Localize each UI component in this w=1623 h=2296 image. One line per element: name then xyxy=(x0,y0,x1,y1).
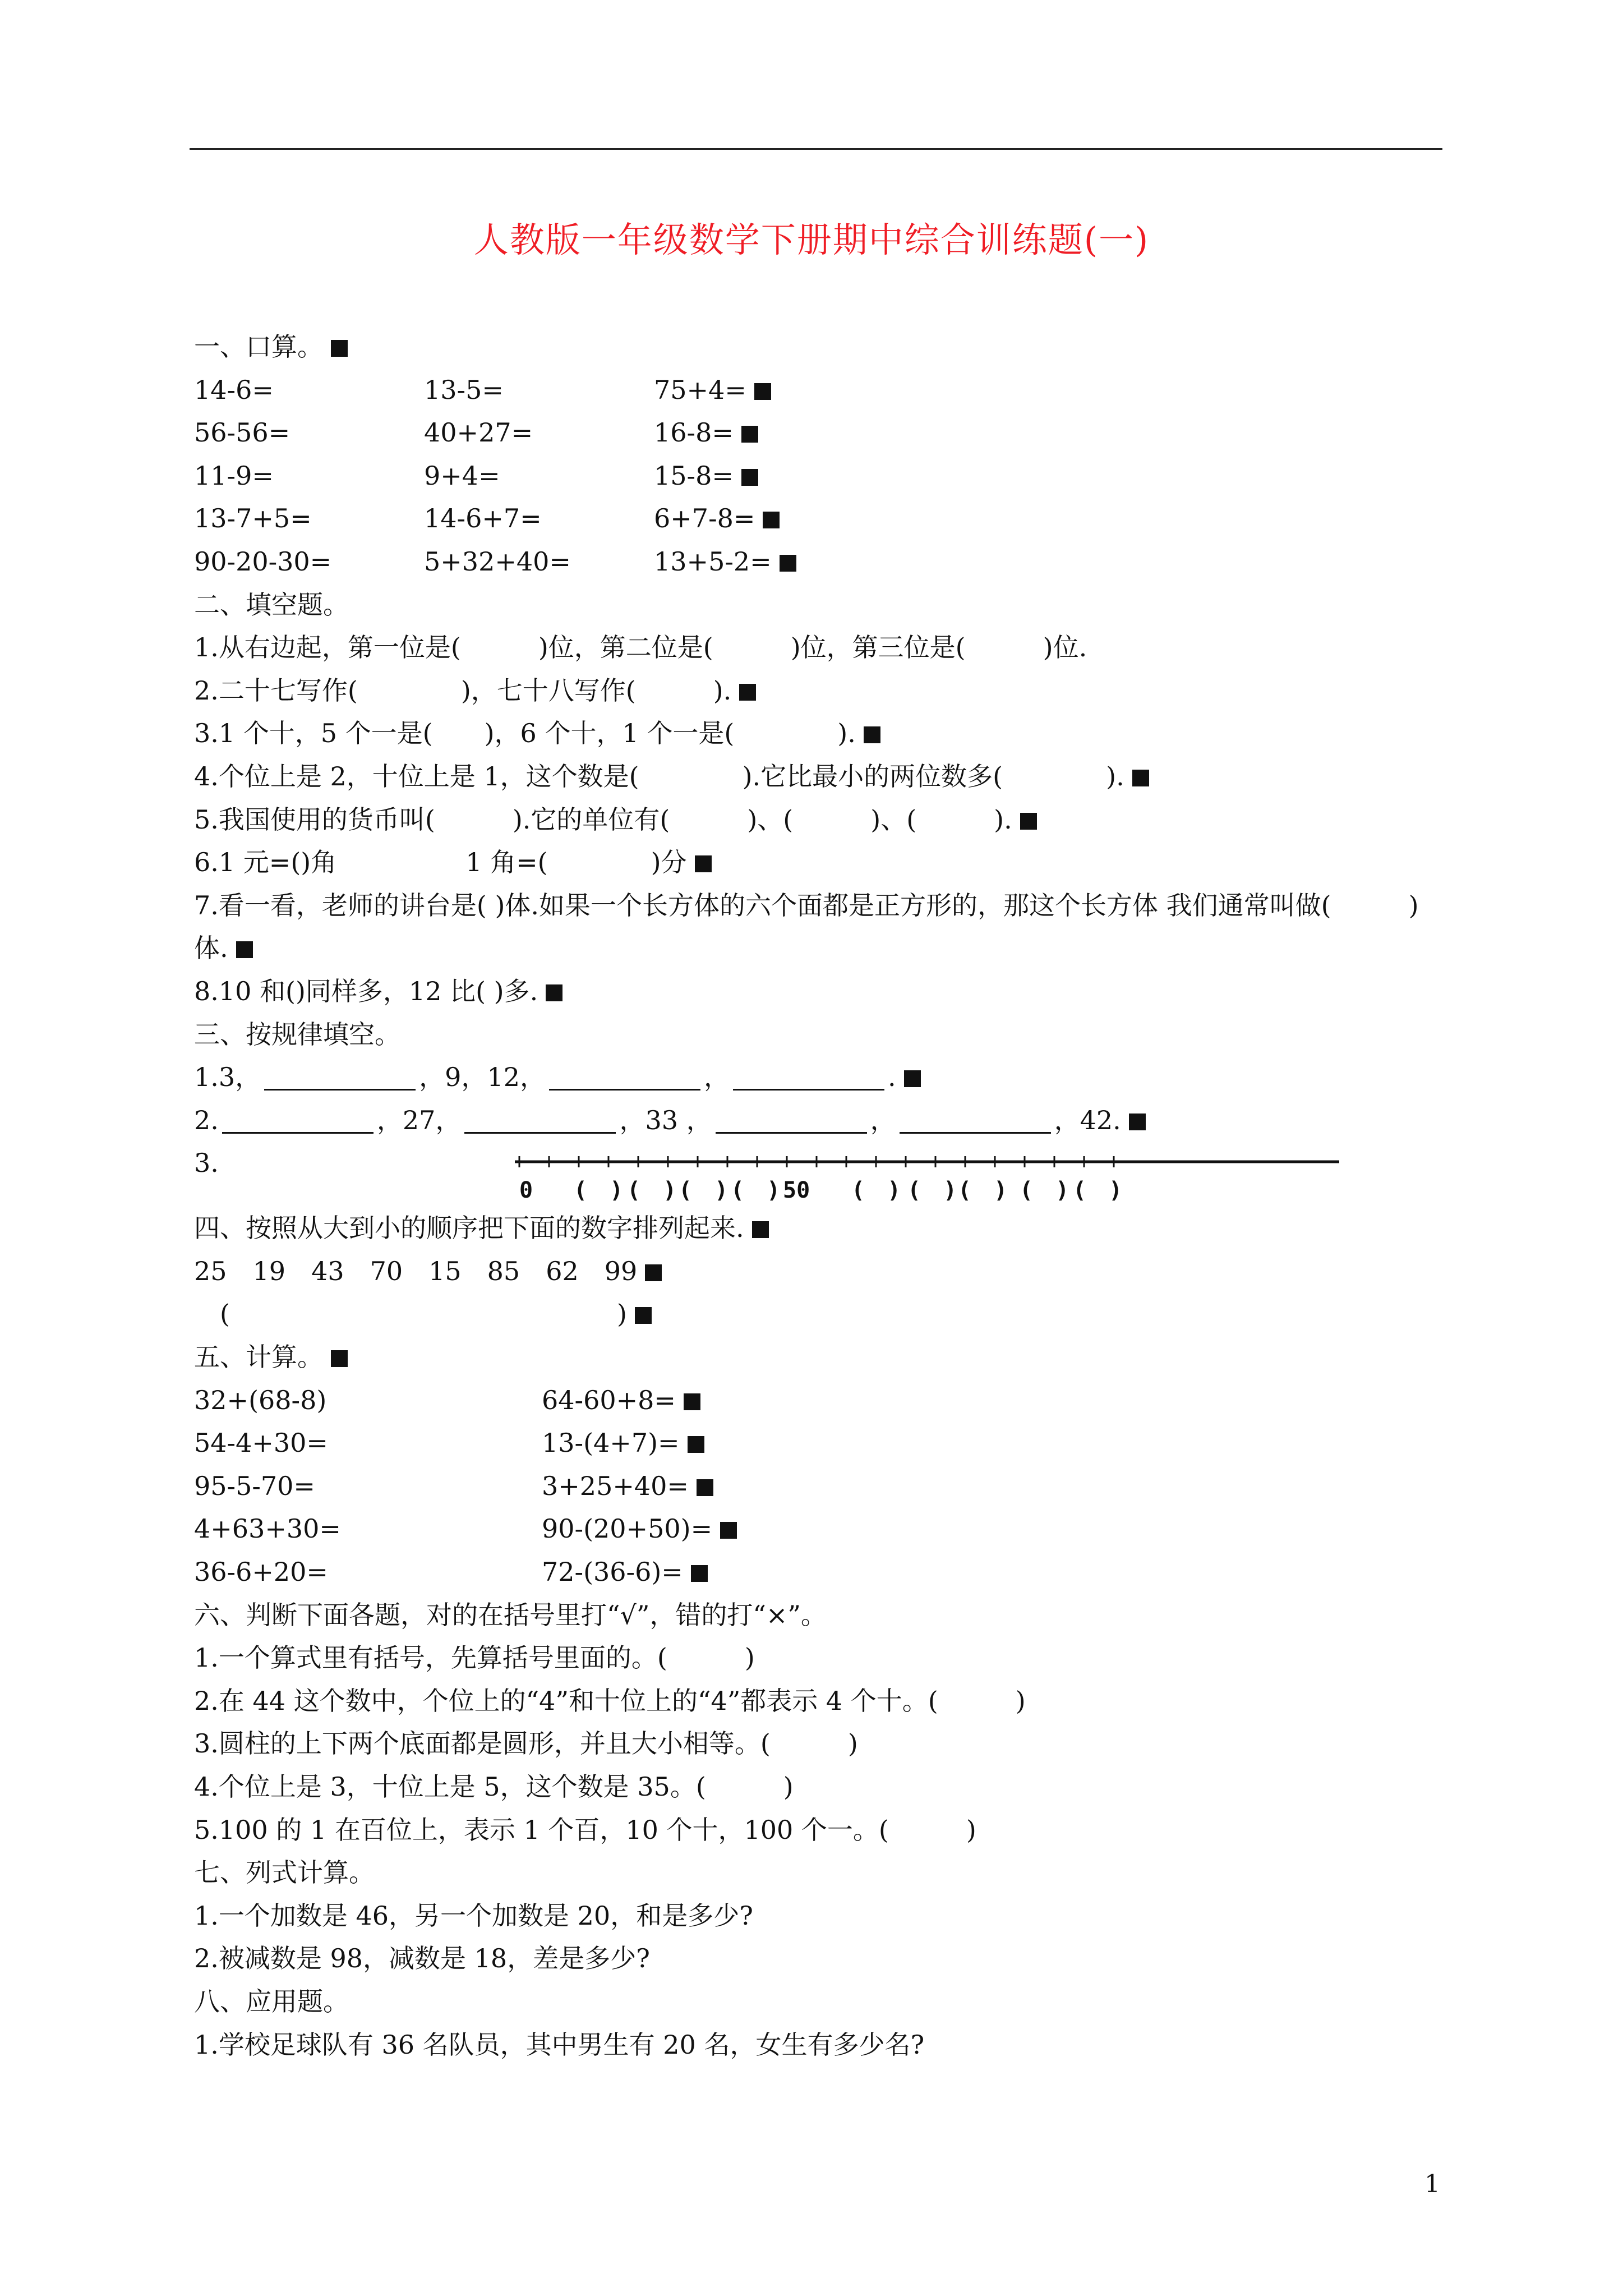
number-line-label: ( ) xyxy=(907,1177,957,1204)
judge-item: 2.在 44 这个数中，个位上的“4”和十位上的“4”都表示 4 个十。( ) xyxy=(194,1685,1026,1716)
answer-brackets: ( ) xyxy=(194,1292,1450,1336)
square-bullet-icon xyxy=(331,1350,348,1367)
pattern-item-1: 1.3， ，9，12， ， . xyxy=(194,1056,1450,1099)
square-bullet-icon xyxy=(546,984,562,1001)
worksheet-body xyxy=(194,325,1450,2066)
number-line-label: ( ) xyxy=(627,1177,677,1204)
square-bullet-icon xyxy=(1020,813,1037,830)
answer-blank[interactable] xyxy=(264,1062,416,1091)
calc-row: 32+(68-8) 64-60+8= xyxy=(194,1379,1450,1422)
question-item: 1.从右边起，第一位是( )位，第二位是( )位，第三位是( )位. xyxy=(194,632,1087,663)
question-item: 3.1 个十，5 个一是( )，6 个十，1 个一是( ). xyxy=(194,712,1450,755)
judge-item: 3.圆柱的上下两个底面都是圆形，并且大小相等。( ) xyxy=(194,1728,858,1759)
number-line-label: ( ) xyxy=(574,1177,624,1204)
calc-row: 13-7+5= 14-6+7= 6+7-8= xyxy=(194,497,1450,540)
square-bullet-icon xyxy=(720,1522,737,1539)
square-bullet-icon xyxy=(645,1264,662,1281)
calc-row: 4+63+30= 90-(20+50)= xyxy=(194,1507,1450,1550)
number-line-label: ( ) xyxy=(851,1177,901,1204)
judge-item: 5.100 的 1 在百位上，表示 1 个百，10 个十，100 个一。( ) xyxy=(194,1814,976,1845)
square-bullet-icon xyxy=(684,1393,700,1410)
number-line-label: 50 xyxy=(783,1177,810,1204)
number-list: 25 19 43 70 15 85 62 99 xyxy=(194,1250,1450,1293)
square-bullet-icon xyxy=(236,941,253,958)
document-title: 人教版一年级数学下册期中综合训练题(一) xyxy=(473,219,1150,260)
judge-item: 1.一个算式里有括号，先算括号里面的。( ) xyxy=(194,1642,755,1673)
question-item: 4.个位上是 2，十位上是 1，这个数是( ).它比最小的两位数多( ). xyxy=(194,755,1450,798)
section-heading: 二、填空题。 xyxy=(194,589,349,620)
calc-row: 56-56= 40+27= 16-8= xyxy=(194,411,1450,454)
calc-row: 95-5-70= 3+25+40= xyxy=(194,1465,1450,1508)
number-line-label: ( ) xyxy=(1020,1177,1069,1204)
calc-row: 11-9= 9+4= 15-8= xyxy=(194,454,1450,498)
answer-blank[interactable] xyxy=(900,1105,1051,1134)
pattern-item-2: 2. ，27， ，33 ， ， ，42. xyxy=(194,1099,1450,1142)
question-item: 2.二十七写作( )，七十八写作( ). xyxy=(194,669,1450,712)
calc-row: 36-6+20= 72-(36-6)= xyxy=(194,1550,1450,1594)
square-bullet-icon xyxy=(780,555,796,572)
square-bullet-icon xyxy=(1132,770,1149,786)
answer-blank[interactable] xyxy=(222,1105,374,1134)
square-bullet-icon xyxy=(741,469,758,486)
judge-item: 4.个位上是 3，十位上是 5，这个数是 35。( ) xyxy=(194,1772,794,1802)
square-bullet-icon xyxy=(752,1221,769,1238)
pattern-item-3: 3. 0 ( ) ( ) ( ) ( ) 50 ( ) ( ) ( ) ( ) ( ) xyxy=(194,1142,1450,1207)
answer-blank[interactable] xyxy=(716,1105,867,1134)
number-line-label: ( ) xyxy=(679,1177,728,1204)
square-bullet-icon xyxy=(695,855,712,872)
section-heading: 五、计算。 xyxy=(194,1336,1450,1379)
square-bullet-icon xyxy=(691,1565,708,1582)
calc-row: 90-20-30= 5+32+40= 13+5-2= xyxy=(194,540,1450,583)
square-bullet-icon xyxy=(697,1479,713,1496)
section-heading: 八、应用题。 xyxy=(194,1986,349,2017)
section-heading: 七、列式计算。 xyxy=(194,1857,375,1888)
section-heading: 四、按照从大到小的顺序把下面的数字排列起来. xyxy=(194,1207,1450,1250)
question-item: 1.一个加数是 46，另一个加数是 20，和是多少? xyxy=(194,1900,753,1931)
question-item: 8.10 和()同样多，12 比( )多. xyxy=(194,970,1450,1013)
square-bullet-icon xyxy=(741,426,758,443)
number-line-label: ( ) xyxy=(958,1177,1008,1204)
number-line-label: ( ) xyxy=(1073,1177,1123,1204)
section-heading: 三、按规律填空。 xyxy=(194,1019,400,1050)
square-bullet-icon xyxy=(763,512,780,528)
answer-blank[interactable] xyxy=(733,1062,884,1091)
question-item: 5.我国使用的货币叫( ).它的单位有( )、( )、( ). xyxy=(194,798,1450,841)
square-bullet-icon xyxy=(1129,1114,1146,1130)
question-item: 2.被减数是 98，减数是 18，差是多少? xyxy=(194,1943,650,1974)
calc-row: 54-4+30= 13-(4+7)= xyxy=(194,1421,1450,1465)
header-rule xyxy=(190,148,1442,150)
question-item: 7.看一看，老师的讲台是( )体.如果一个长方体的六个面都是正方形的，那这个长方体 我们通常叫做( )体. xyxy=(194,890,1419,964)
page-number: 1 xyxy=(1424,2170,1440,2198)
calc-row: 14-6= 13-5= 75+4= xyxy=(194,369,1450,412)
square-bullet-icon xyxy=(331,340,348,357)
number-line-label: ( ) xyxy=(731,1177,781,1204)
section-heading: 一、口算。 xyxy=(194,325,1450,369)
square-bullet-icon xyxy=(904,1070,921,1087)
answer-blank[interactable] xyxy=(549,1062,700,1091)
square-bullet-icon xyxy=(739,684,756,701)
answer-blank[interactable] xyxy=(464,1105,616,1134)
question-item: 6.1 元=()角 1 角=( )分 xyxy=(194,841,1450,884)
section-heading: 六、判断下面各题，对的在括号里打“√”，错的打“×”。 xyxy=(194,1599,827,1630)
number-line-label: 0 xyxy=(519,1177,533,1204)
number-line xyxy=(515,1146,1339,1208)
square-bullet-icon xyxy=(688,1436,704,1453)
square-bullet-icon xyxy=(754,383,771,400)
question-item: 1.学校足球队有 36 名队员，其中男生有 20 名，女生有多少名? xyxy=(194,2029,925,2060)
square-bullet-icon xyxy=(635,1307,652,1324)
square-bullet-icon xyxy=(864,726,880,743)
